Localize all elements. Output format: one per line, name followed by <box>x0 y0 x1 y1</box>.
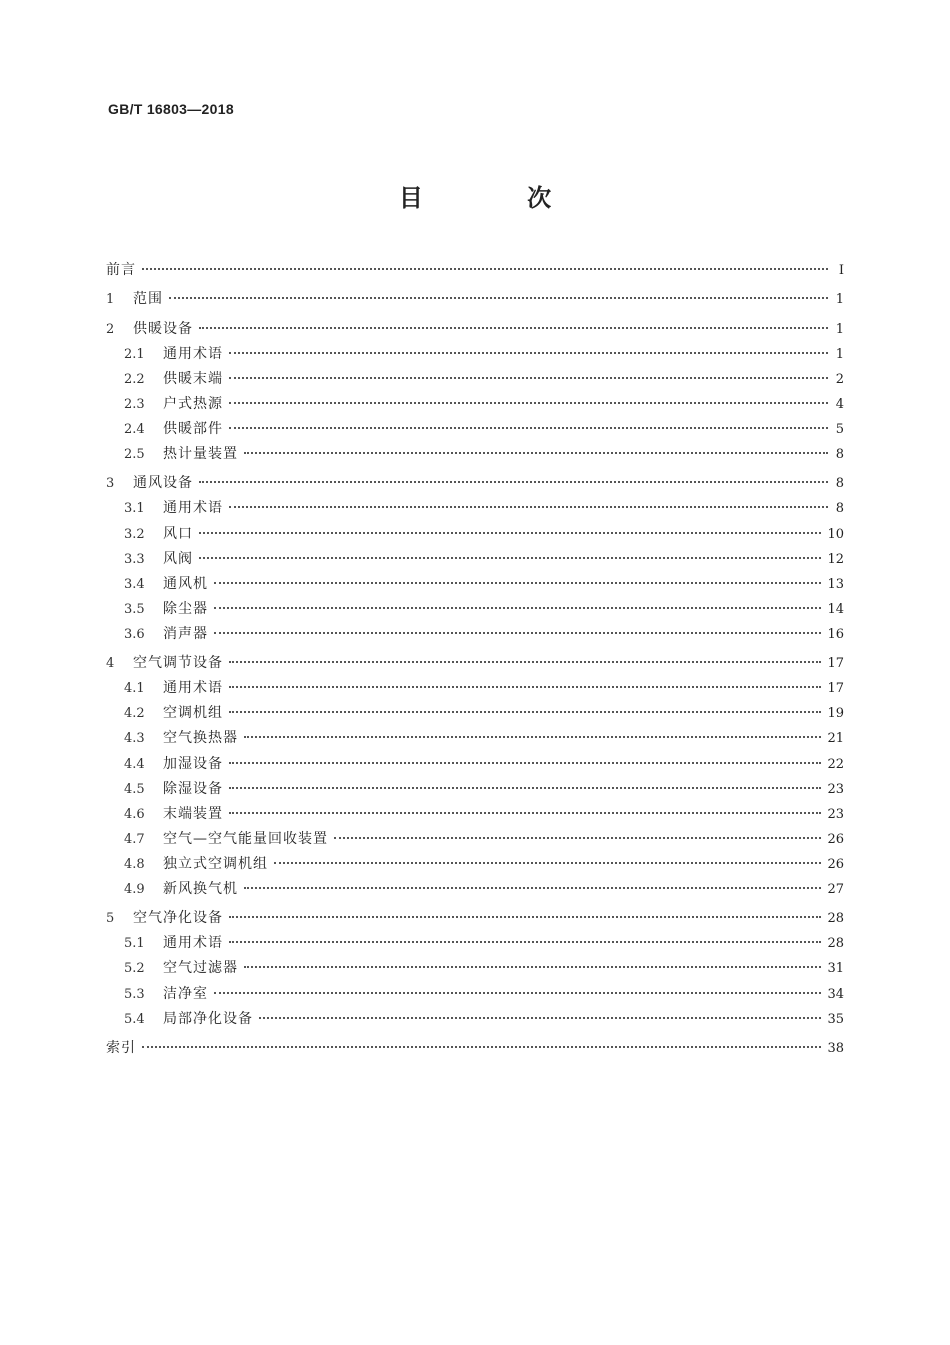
toc-entry-page: 12 <box>827 551 844 567</box>
toc-entry[interactable] <box>106 701 844 726</box>
toc-entry[interactable] <box>106 877 844 902</box>
toc-entry[interactable] <box>106 317 844 342</box>
toc-entry[interactable] <box>106 827 844 852</box>
toc-entry-label: 空气过滤器 <box>163 960 238 977</box>
toc-entry[interactable] <box>106 622 844 647</box>
toc-entry-label: 空调机组 <box>163 705 223 722</box>
dot-leader <box>259 1016 821 1019</box>
toc-entry-label: 风阀 <box>163 550 193 567</box>
toc-entry[interactable] <box>106 597 844 622</box>
toc-entry-label: 通用术语 <box>163 500 223 517</box>
toc-entry-label: 范围 <box>133 291 163 308</box>
dot-leader <box>199 480 828 483</box>
dot-leader <box>214 991 821 994</box>
dot-leader <box>169 296 828 299</box>
toc-entry-page: 8 <box>835 476 844 492</box>
toc-entry[interactable] <box>106 258 844 283</box>
toc-entry-page: 8 <box>835 447 844 463</box>
toc-entry-label: 通用术语 <box>163 935 223 952</box>
toc-entry-page: 31 <box>827 961 844 977</box>
toc-entry[interactable] <box>106 392 844 417</box>
toc-entry-label: 除湿设备 <box>163 780 223 797</box>
toc-entry-number: 1 <box>106 292 115 308</box>
dot-leader <box>199 326 828 329</box>
toc-entry-number: 5.2 <box>124 961 145 977</box>
toc-entry-label: 消声器 <box>163 625 208 642</box>
toc-entry-label: 空气调节设备 <box>133 655 223 672</box>
toc-entry-page: 22 <box>827 756 844 772</box>
toc-entry-page: 16 <box>827 626 844 642</box>
dot-leader <box>229 915 821 918</box>
toc-entry[interactable] <box>106 496 844 521</box>
toc-entry-page: 1 <box>835 346 844 362</box>
toc-entry[interactable] <box>106 931 844 956</box>
toc-entry-page: 13 <box>827 576 844 592</box>
dot-leader <box>229 426 828 429</box>
toc-entry-page: 23 <box>827 781 844 797</box>
toc-entry[interactable] <box>106 417 844 442</box>
dot-leader <box>229 660 821 663</box>
dot-leader <box>199 556 821 559</box>
toc-entry-number: 4.2 <box>124 706 145 722</box>
dot-leader <box>229 351 828 354</box>
toc-entry-page: 17 <box>827 681 844 697</box>
dot-leader <box>244 451 828 454</box>
page-title: 目 次 <box>398 184 600 212</box>
toc-entry-number: 3.4 <box>124 576 145 592</box>
toc-entry-number: 5.3 <box>124 986 145 1002</box>
toc-entry-number: 4.8 <box>124 856 145 872</box>
toc-entry[interactable] <box>106 752 844 777</box>
toc-entry[interactable] <box>106 651 844 676</box>
toc-entry[interactable] <box>106 287 844 312</box>
toc-entry-page: 14 <box>827 601 844 617</box>
toc-entry-label: 空气净化设备 <box>133 910 223 927</box>
toc-entry-page: 4 <box>835 396 844 412</box>
toc-entry-number: 4 <box>106 656 115 672</box>
toc-entry-number: 4.7 <box>124 831 145 847</box>
toc-entry-page: 26 <box>827 856 844 872</box>
toc-entry-page: 21 <box>827 731 844 747</box>
dot-leader <box>229 401 828 404</box>
dot-leader <box>229 811 821 814</box>
toc-entry-page: 1 <box>835 321 844 337</box>
toc-entry-page: 19 <box>827 706 844 722</box>
toc-entry-page: 1 <box>835 292 844 308</box>
dot-leader <box>142 1045 821 1048</box>
toc-entry-page: 26 <box>827 831 844 847</box>
toc-entry-label: 供暖末端 <box>163 370 223 387</box>
toc-entry-label: 前言 <box>106 262 136 278</box>
toc-entry-number: 2 <box>106 321 115 337</box>
toc-entry[interactable] <box>106 471 844 496</box>
standard-code: GB/T 16803—2018 <box>108 101 234 117</box>
dot-leader <box>334 836 821 839</box>
toc-entry-number: 4.5 <box>124 781 145 797</box>
toc-entry-page: 35 <box>827 1011 844 1027</box>
toc-entry-label: 独立式空调机组 <box>163 855 268 872</box>
toc-entry[interactable] <box>106 777 844 802</box>
dot-leader <box>214 606 821 609</box>
toc-entry-label: 通风机 <box>163 575 208 592</box>
dot-leader <box>274 861 821 864</box>
toc-entry-label: 空气—空气能量回收装置 <box>163 830 328 847</box>
dot-leader <box>142 267 828 270</box>
dot-leader <box>229 940 821 943</box>
toc-entry-number: 4.1 <box>124 681 145 697</box>
toc-entry-number: 3.5 <box>124 601 145 617</box>
dot-leader <box>229 786 821 789</box>
toc-entry-label: 风口 <box>163 525 193 542</box>
toc-entry-page: 28 <box>827 911 844 927</box>
toc-entry-page: 38 <box>827 1040 844 1056</box>
toc-entry-label: 通用术语 <box>163 345 223 362</box>
toc-entry-page: 28 <box>827 936 844 952</box>
toc-entry-label: 热计量装置 <box>163 446 238 463</box>
toc-entry[interactable] <box>106 342 844 367</box>
toc-entry-page: 5 <box>835 421 844 437</box>
toc-entry-number: 3.1 <box>124 501 145 517</box>
toc-entry-label: 供暖设备 <box>133 320 193 337</box>
toc-entry-page: 8 <box>835 501 844 517</box>
toc-entry-page: I <box>838 263 844 278</box>
toc-entry-number: 2.2 <box>124 371 145 387</box>
toc-entry[interactable] <box>106 442 844 467</box>
dot-leader <box>214 581 821 584</box>
table-of-contents <box>106 258 844 1061</box>
toc-entry-label: 末端装置 <box>163 805 223 822</box>
toc-entry-number: 4.3 <box>124 731 145 747</box>
dot-leader <box>229 376 828 379</box>
toc-entry-number: 3.2 <box>124 526 145 542</box>
toc-entry-label: 户式热源 <box>163 395 223 412</box>
toc-entry-page: 10 <box>827 526 844 542</box>
toc-entry-label: 除尘器 <box>163 600 208 617</box>
toc-entry-label: 新风换气机 <box>163 881 238 897</box>
toc-entry-number: 2.5 <box>124 447 145 463</box>
dot-leader <box>229 761 821 764</box>
toc-entry-label: 通风设备 <box>133 475 193 492</box>
toc-entry-label: 洁净室 <box>163 985 208 1002</box>
toc-entry[interactable] <box>106 852 844 877</box>
toc-entry[interactable] <box>106 906 844 931</box>
toc-entry-number: 3.6 <box>124 626 145 642</box>
toc-entry-number: 4.4 <box>124 756 145 772</box>
dot-leader <box>244 886 821 889</box>
toc-entry-number: 3.3 <box>124 551 145 567</box>
toc-entry-number: 5.1 <box>124 936 145 952</box>
toc-entry-number: 5 <box>106 911 115 927</box>
toc-entry-label: 局部净化设备 <box>163 1010 253 1027</box>
toc-entry[interactable] <box>106 802 844 827</box>
dot-leader <box>229 505 828 508</box>
toc-entry[interactable] <box>106 982 844 1007</box>
toc-entry-label: 索引 <box>106 1039 136 1056</box>
toc-entry-number: 2.3 <box>124 396 145 412</box>
toc-entry-label: 通用术语 <box>163 680 223 697</box>
dot-leader <box>229 685 821 688</box>
dot-leader <box>199 531 821 534</box>
dot-leader <box>244 965 821 968</box>
dot-leader <box>244 735 821 738</box>
toc-entry-page: 2 <box>835 371 844 387</box>
dot-leader <box>229 710 821 713</box>
toc-entry[interactable] <box>106 1036 844 1061</box>
toc-entry-page: 34 <box>827 986 844 1002</box>
toc-entry-page: 17 <box>827 656 844 672</box>
toc-entry-number: 5.4 <box>124 1011 145 1027</box>
toc-entry[interactable] <box>106 726 844 751</box>
dot-leader <box>214 631 821 634</box>
toc-entry-label: 加湿设备 <box>163 755 223 772</box>
toc-entry-number: 3 <box>106 476 115 492</box>
toc-entry[interactable] <box>106 1007 844 1032</box>
toc-entry[interactable] <box>106 367 844 392</box>
toc-entry-page: 27 <box>827 882 844 897</box>
toc-entry-label: 供暖部件 <box>163 420 223 437</box>
toc-entry-number: 2.4 <box>124 421 145 437</box>
toc-entry[interactable] <box>106 547 844 572</box>
toc-entry-page: 23 <box>827 806 844 822</box>
toc-entry[interactable] <box>106 676 844 701</box>
toc-entry[interactable] <box>106 522 844 547</box>
toc-entry[interactable] <box>106 572 844 597</box>
toc-entry-number: 4.9 <box>124 882 145 897</box>
toc-entry-number: 2.1 <box>124 346 145 362</box>
toc-entry[interactable] <box>106 956 844 981</box>
toc-entry-number: 4.6 <box>124 806 145 822</box>
toc-entry-label: 空气换热器 <box>163 730 238 747</box>
